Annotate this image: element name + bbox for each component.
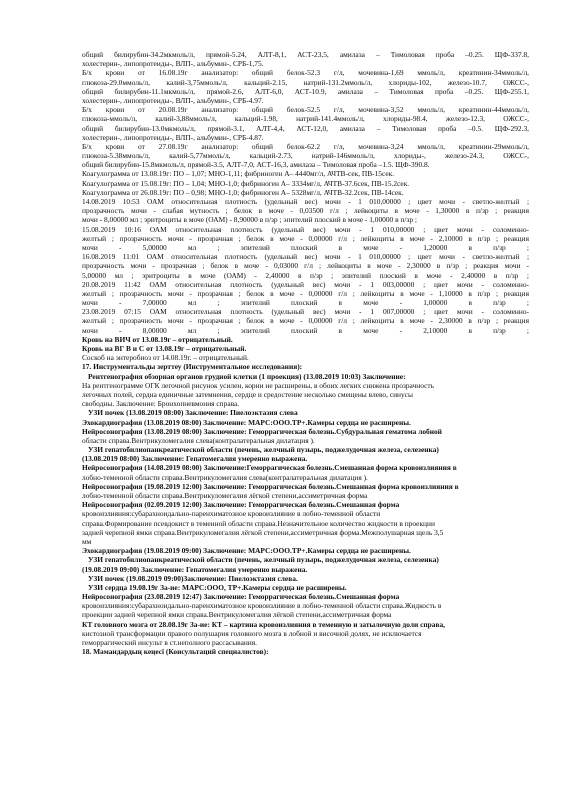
text-line: 18. Мамандардың кеңесі (Консультаций специалистов): — [82, 647, 269, 657]
text-line: мм — [82, 536, 92, 546]
text-line: Коагулограмма от 13.08.19г: ПО – 1,07; МНО-1,11; фибриноген А– 4440мг/л, АЧТВ-сек, ПВ-15сек. — [82, 169, 395, 179]
text-line: Эхокардиография (13.08.2019 08:00) Заключение: МАРС:ООО.ТР+.Камеры сердца не расширены. — [82, 417, 411, 427]
text-line: общий билирубин-34.2мкмоль/л, прямой-5.24, АЛТ-8,1, АСТ-23,5, амилаза – Тимоловая проба –0.25. ЩФ-337.8, — [82, 50, 529, 59]
text-line: УЗИ гепатобилиопанкреатической области (печень, желчный пузырь, поджелудочная железа, селезенка) — [88, 555, 439, 565]
text-line: УЗИ гепатобилиопанкреатической области (печень, желчный пузырь, поджелудочная железа, селезенка) — [88, 445, 439, 455]
text-line: Нейросонография (13.08.2019 08:00) Заключение: Геморрагическая болезнь.Субдуральная гематома лобной — [82, 426, 442, 436]
text-line: Нейросонография (19.08.2019 12:00) Заключение: Геморрагическая болезнь.Смешанная форма кровоизлияния в — [82, 481, 459, 491]
text-line: Рентгенография обзорная органов грудной клетки (1 проекция) (13.08.2019 10:03) Заключение: — [88, 371, 406, 381]
text-line: желтый ; прозрачность мочи - прозрачная ; белок в моче - 0,00000 г/л ; лейкоциты в моче - 1,10000 в п/зр ; реакция — [82, 288, 529, 298]
text-line: глюкоза-ммоль/л, калий-3,88ммоль/л, кальций-1.98, натрий-141.4ммоль/л, хлориды-98.4, железо-12.3, ОЖСС-, — [82, 114, 529, 124]
text-line: свободны. Заключение: Бронхопневмония справа. — [82, 399, 240, 409]
text-line: Соскоб на энтеробиоз от 14.08.19г. – отрицательный. — [82, 353, 249, 363]
text-line: Нейросонография (23.08.2019 12:47) Заключение: Геморрагическая болезнь.Смешанная форма — [82, 592, 400, 602]
text-line: общий билирубин-13.0мкмоль/л, прямой-3.1, АЛТ-4,4, АСТ-12,0, амилаза – Тимоловая проба –0.5. ЩФ-292.3, — [82, 123, 529, 133]
text-line: 14.08.2019 10:53 ОАМ относительная плотность (удельный вес) мочи - 1 010,00000 ; цвет мочи - светло-желтый ; — [82, 197, 529, 206]
text-line: мочи - 5,00000 мл ; эпителий плоский в моче - 1,20000 в п/зр ; — [82, 242, 529, 252]
document-body — [82, 50, 529, 656]
text-line: Кровь на ВГ В и С от 13.08.19г – отрицательный. — [82, 344, 247, 353]
text-line: На рентгенограмме ОГК легочной рисунок усилен, корни не расширены, в обоих легких снижена прозрачность — [82, 380, 434, 390]
text-line: справа.Формирование псевдокист в теменной области справа.Незначительное количество жидкости в проекции — [82, 518, 435, 528]
text-line: общий билирубин-11.1мкмоль/л, прямой-2.6, АЛТ-6,0, АСТ-10.9, амилаза – Тимоловая проба –0.25. ЩФ-255.1, — [82, 86, 529, 96]
text-line: мочи - 7,00000 мл ; эпителий плоский в моче - 1,00000 в п/зр ; — [82, 298, 529, 308]
text-line: области справа.Вентрикуломегалия слева(контралатеральная дилатация ). — [82, 435, 315, 445]
text-line: лобно-теменной области справа.Вентрикуломегалия слева(контралатеральная дилатация ). — [82, 472, 368, 482]
text-line: холестерин-, липопротеиды-, ВЛП-, альбумин-, СРБ-4.97. — [82, 95, 264, 105]
text-line: Б/х крови от 20.08.19г анализатор: общий белок-52.5 г/л, мочевина-3,52 ммоль/л, креатинин-44ммоль/л, — [82, 105, 529, 115]
text-line: Б/х крови от 16.08.19г анализатор: общий белок-52.3 г/л, мочевина-1,69 ммоль/л, креатинин-34ммоль/л, — [82, 68, 529, 78]
text-line: (19.08.2019 09:00) Заключение: Гепатомегалия умеренно выражена. — [82, 564, 308, 574]
text-line: 16.08.2019 11:01 ОАМ относительная плотность (удельный вес) мочи - 1 010,00000 ; цвет мочи - светло-желтый ; — [82, 252, 529, 262]
text-line: УЗИ почек (13.08.2019 08:00) Заключение: Пиелоэктазия слева — [88, 408, 298, 418]
text-line: Б/х крови от 27.08.19г анализатор: общий белок-62.2 г/л, мочевина-3,24 ммоль/л, креатинин-29ммоль/л, — [82, 141, 529, 151]
text-line: лобно-теменной области справа.Вентрикуломегалия лёгкой степени,ассиметричная форма — [82, 491, 368, 500]
text-line: прозрачность мочи - прозрачная ; белок в моче - 0,03000 г/л ; лейкоциты в моче - 2,30000 в п/зр ; реакция мочи - — [82, 261, 529, 271]
text-line: КТ головного мозга от 28.08.19г За-ие: КТ – картина кровоизлияния в теменную и затылочную доли справа, — [82, 619, 445, 629]
text-line: глюкоза-29.0ммоль/л, калий-3,75ммоль/л, кальций-2.15, натрий-131.2ммоль/л, хлориды-102, железо-10.7, ОЖСС-, — [82, 77, 529, 87]
text-line: Нейросонография (14.08.2019 08:00) Заключение:Геморрагическая болезнь.Смешанная форма кровоизлияния в — [82, 463, 457, 473]
text-line: проекции задней черепной ямки справа.Вентрикуломегалия лёгкой степени,ассиметричная форма — [82, 610, 392, 620]
text-line: общий билирубин-15.8мкмоль/л, прямой-3.5, АЛТ-7,0, АСТ-16,3, амилаза – Тимоловая проба –1.5. ЩФ-390.8. — [82, 160, 430, 170]
text-line: (13.08.2019 08:00) Заключение: Гепатомегалия умеренно выражена. — [82, 454, 308, 464]
text-line: Кровь на ВИЧ от 13.08.19г – отрицательный. — [82, 334, 233, 344]
text-line: желтый ; прозрачность мочи - прозрачная ; белок в моче - 0,00000 г/л ; лейкоциты в моче - 2,30000 в п/зр ; реакция — [82, 316, 529, 326]
text-line: желтый ; прозрачность мочи - прозрачная ; белок в моче - 0,00000 г/л ; лейкоциты в моче - 2,10000 в п/зр ; реакция — [82, 233, 529, 243]
text-line: Коагулограмма от 15.08.19г: ПО – 1,04; МНО-1,0; фибриноген А– 3334мг/л, АЧТВ-37.6сек, ПВ-15.2сек. — [82, 178, 410, 188]
text-line: глюкоза-5.38ммоль/л, калий-5,77ммоль/л, кальций-2.73, натрий-146ммоль/л, хлориды-, железо-24.3, ОЖСС-, — [82, 151, 529, 161]
text-line: УЗИ почек (19.08.2019 09:00)Заключение: Пиелоэктазия слева. — [88, 573, 298, 583]
text-line: холестерин-, липопротеиды-, ВЛП-, альбумин-, СРБ-1,75. — [82, 59, 264, 69]
text-line: геморрагический инсульт в ст.неполного рассасывания. — [82, 638, 258, 647]
text-line: 5,00000 мл ; эритроциты в моче (ОАМ) - 2,40000 в п/зр ; эпителий плоский в моче - 2,40000 в п/зр ; — [82, 270, 529, 280]
text-line: легочных полей, сердна единичные затемнения, сердце и средостение несколько смещены влево, синусы — [82, 389, 413, 399]
text-line: мочи - 8,00000 мл ; эритроциты в моче (ОАМ) - 8,90000 в п/зр ; эпителий плоский в моче - 1,00000 в п/зр ; — [82, 215, 417, 225]
text-line: Эхокардиография (19.08.2019 09:00) Заключение: МАРС:ООО.ТР+.Камеры сердца не расширены. — [82, 546, 411, 556]
text-line: УЗИ сердца 19.08.19г За-ие: МАРС:ООО, ТР+.Камеры сердца не расширены. — [88, 582, 347, 592]
text-line: Коагулограмма от 26.08.19г: ПО – 0,98; МНО-1,0; фибриноген А– 5328мг/л, АЧТВ-32.2сек, ПВ-14сек. — [82, 187, 404, 197]
text-line: задней черепной ямки справа.Вентрикуломегалия лёгкой степени,ассиметричная форма.Межполушарная щель 3,5 — [82, 527, 444, 537]
text-line: кистозной трансформации правого полушария головного мозга в лобной и височной долях, не исключается — [82, 628, 422, 638]
text-line: 20.08.2019 11:42 ОАМ относительная плотность (удельный вес) мочи - 1 003,00000 ; цвет мочи - соломенно- — [82, 279, 529, 289]
text-line: 23.08.2019 07:15 ОАМ относительная плотность (удельный вес) мочи - 1 007,00000 ; цвет мочи - соломенно- — [82, 307, 529, 317]
text-line: мочи - 8,00000 мл ; эпителий плоский в моче - 2,10000 в п/зр ; — [82, 325, 529, 335]
text-line: 15.08.2019 10:16 ОАМ относительная плотность (удельный вес) мочи - 1 010,00000 ; цвет мочи - соломенно- — [82, 224, 529, 234]
text-line: Нейросонография (02.09.2019 12:00) Заключение: Геморрагическая болезнь.Смешанная форма — [82, 500, 400, 510]
text-line: холестерин-, липопротеиды-, ВЛП-, альбумин-, СРБ-4.87. — [82, 132, 264, 142]
text-line: прозрачность мочи - слабая мутность ; белок в моче - 0,03500 г/л ; лейкоциты в моче - 1,30000 в п/зр ; реакция — [82, 206, 529, 216]
text-line: кровоизлияния:субарахноидально-паренхиматозное кровоизлияние в лобно-теменной области справа.Жидкость в — [82, 601, 442, 611]
text-line: кровоизлияния:субарахноидально-паренхиматозное кровоизлияние в лобно-теменной области — [82, 509, 381, 519]
text-line: 17. Инструментальды зерттеу (Инструментальное исследования): — [82, 362, 303, 372]
